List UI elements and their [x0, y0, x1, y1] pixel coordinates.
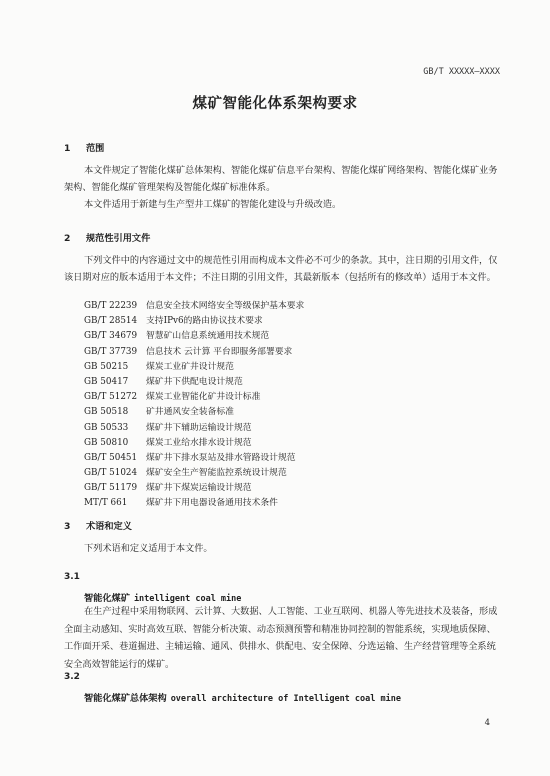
section-title: 范围 [86, 143, 105, 154]
reference-code: GB/T 28514 [84, 316, 138, 327]
reference-code: GB 50417 [84, 376, 129, 387]
term-heading [84, 690, 401, 704]
term-english: overall architecture of Intelligent coal mine [170, 694, 401, 704]
normative-references-intro: 下列文件中的内容通过文中的规范性引用而构成本文件必不可少的条款。其中，注日期的引用文件，仅该日期对应的版本适用于本文件；不注日期的引用文件，其最新版本（包括所有的修改单）适用于本文件。 [64, 255, 498, 283]
reference-code: GB 50533 [84, 422, 129, 433]
reference-code: GB 50810 [84, 437, 129, 448]
section-number: 1 [64, 143, 71, 154]
reference-item [84, 435, 304, 450]
reference-code: GB/T 51179 [84, 483, 138, 494]
reference-item [84, 420, 304, 435]
reference-name: 煤炭工业矿井设计规范 [146, 361, 234, 372]
reference-name: 煤炭工业智能化矿井设计标准 [146, 392, 261, 403]
term-heading [84, 590, 241, 604]
reference-code: GB 50518 [84, 407, 129, 418]
term-chinese: 智能化煤矿总体架构 [84, 693, 167, 704]
reference-item [84, 404, 304, 419]
section-number: 2 [64, 233, 71, 244]
section-number: 3 [64, 521, 71, 532]
reference-item [84, 389, 304, 404]
section-1-heading [64, 140, 104, 154]
reference-name: 智慧矿山信息系统通用技术规范 [146, 331, 270, 342]
reference-item [84, 359, 304, 374]
reference-code: GB/T 22239 [84, 301, 138, 311]
reference-item [84, 344, 304, 359]
reference-item [84, 328, 304, 343]
reference-name: 煤矿安全生产智能监控系统设计规范 [146, 468, 287, 479]
reference-code: GB/T 37739 [84, 346, 138, 357]
reference-item [84, 298, 304, 313]
standard-code: GB/T XXXXX—XXXX [423, 67, 500, 77]
reference-name: 信息技术 云计算 平台即服务部署要求 [146, 346, 293, 357]
reference-code: GB/T 51272 [84, 392, 138, 403]
term-english: intelligent coal mine [133, 594, 242, 604]
reference-code: GB 50215 [84, 361, 129, 372]
reference-item [84, 480, 304, 495]
page-number: 4 [484, 718, 490, 728]
reference-name: 矿井通风安全装备标准 [146, 407, 234, 418]
reference-code: MT/T 661 [84, 498, 128, 509]
reference-name: 支持IPv6的路由协议技术要求 [146, 316, 263, 327]
reference-name: 煤矿井下用电器设备通用技术条件 [146, 498, 278, 509]
term-number: 3.2 [64, 672, 80, 682]
reference-item [84, 495, 304, 510]
reference-item [84, 465, 304, 480]
section-2-heading [64, 230, 150, 244]
scope-paragraph-2: 本文件适用于新建与生产型井工煤矿的智能化建设与升级改造。 [84, 199, 342, 210]
reference-name: 煤矿井下辅助运输设计规范 [146, 422, 252, 433]
reference-name: 信息安全技术网络安全等级保护基本要求 [146, 301, 305, 311]
reference-code: GB/T 34679 [84, 331, 138, 342]
reference-item [84, 450, 304, 465]
section-3-heading [64, 518, 132, 532]
reference-item [84, 313, 304, 328]
section-title: 术语和定义 [86, 521, 132, 532]
scope-paragraph-1: 本文件规定了智能化煤矿总体架构、智能化煤矿信息平台架构、智能化煤矿网络架构、智能化煤矿业务架构、智能化煤矿管理架构及智能化煤矿标准体系。 [64, 165, 498, 193]
terms-intro: 下列术语和定义适用于本文件。 [84, 543, 213, 554]
reference-code: GB/T 50451 [84, 452, 138, 463]
document-title: 煤矿智能化体系架构要求 [192, 96, 358, 112]
reference-code: GB/T 51024 [84, 468, 138, 479]
term-number: 3.1 [64, 572, 80, 582]
section-title: 规范性引用文件 [86, 233, 151, 244]
reference-item [84, 374, 304, 389]
term-definition: 在生产过程中采用物联网、云计算、大数据、人工智能、工业互联网、机器人等先进技术及装备，形成全面主动感知、实时高效互联、智能分析决策、动态预测预警和精准协同控制的智能系统，实现地质保障、工作面开采、巷道掘进、主辅运输、通风、供排水、供配电、安全保障、分选运输、生产经营管理等全系统安全高效智能运行的煤矿。 [64, 606, 498, 670]
reference-name: 煤矿井下供配电设计规范 [146, 376, 243, 387]
term-chinese: 智能化煤矿 [84, 593, 130, 604]
reference-name: 煤矿井下煤炭运输设计规范 [146, 483, 252, 494]
reference-name: 煤矿井下排水泵站及排水管路设计规范 [146, 452, 296, 463]
reference-name: 煤炭工业给水排水设计规范 [146, 437, 252, 448]
reference-list [84, 298, 304, 511]
